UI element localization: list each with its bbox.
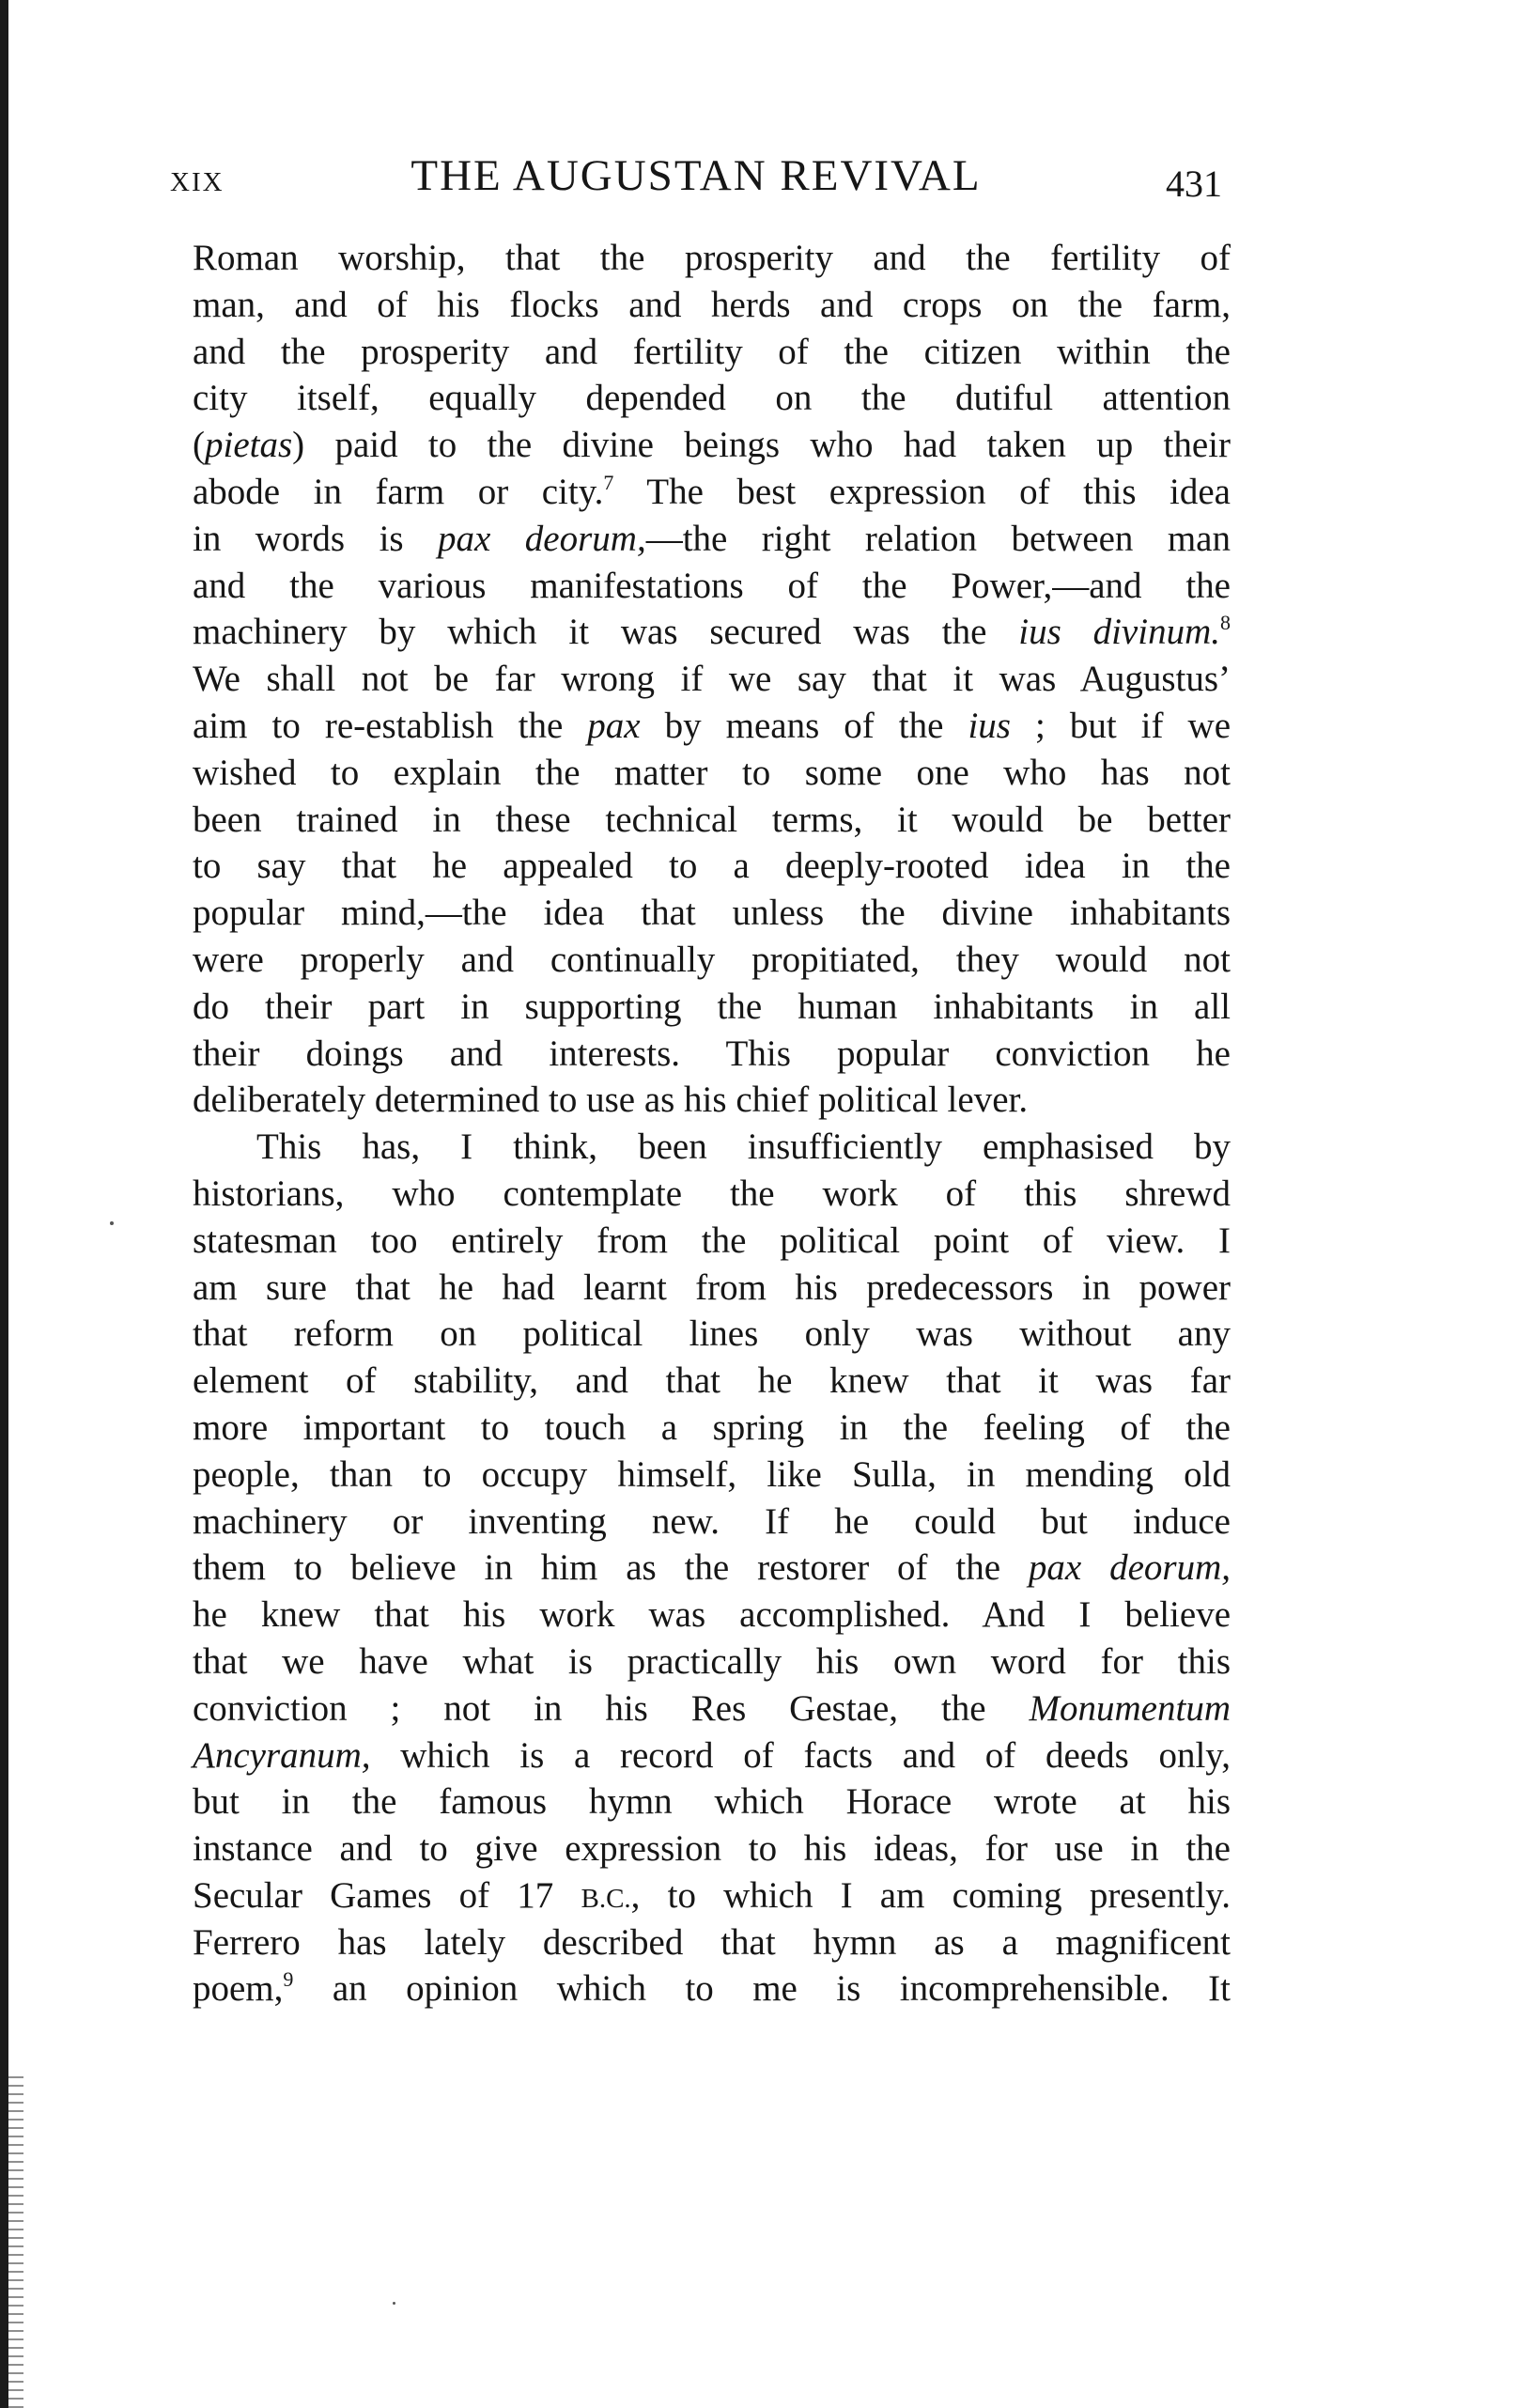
text-span: man, and of his flocks and herds and crops on the farm, <box>193 284 1231 325</box>
text-line <box>193 656 1231 703</box>
text-span: that we have what is practically his own word for this <box>193 1640 1231 1682</box>
text-line <box>193 937 1231 984</box>
ink-speck <box>393 2302 395 2305</box>
ink-speck <box>110 1221 114 1225</box>
text-span: B.C. <box>581 1883 631 1914</box>
footnote-ref[interactable]: 7 <box>603 470 614 494</box>
text-line <box>193 797 1231 844</box>
text-span: machinery by which it was secured was the <box>193 612 1019 653</box>
footnote-ref[interactable]: 9 <box>283 1967 294 1992</box>
page-number: 431 <box>1166 163 1222 205</box>
text-line <box>193 1872 1231 1919</box>
text-line <box>193 282 1231 329</box>
text-span: an opinion which to me is incomprehensible. It <box>293 1968 1231 2010</box>
text-span: were properly and continually propitiated, they would not <box>193 939 1231 980</box>
text-span: , to which I am coming presently. <box>630 1874 1231 1916</box>
text-span: We shall not be far wrong if we say that it was Augustus’ <box>193 659 1231 700</box>
text-span: to say that he appealed to a deeply-rooted idea in the <box>193 846 1231 887</box>
running-title: THE AUGUSTAN REVIVAL <box>410 151 982 200</box>
text-line <box>193 1499 1231 1546</box>
text-line <box>193 1545 1231 1592</box>
text-line <box>193 843 1231 890</box>
text-line <box>193 750 1231 797</box>
text-line <box>193 609 1231 656</box>
text-span: poem, <box>193 1968 284 2010</box>
italic-term: ius <box>968 705 1011 746</box>
text-line <box>193 1311 1231 1358</box>
text-line <box>193 1452 1231 1499</box>
italic-term: ius divinum. <box>1018 612 1220 653</box>
text-line <box>193 1265 1231 1312</box>
text-span: conviction ; not in his Res Gestae, the <box>193 1687 1030 1729</box>
binding-stitching <box>8 2076 23 2408</box>
text-span: that reform on political lines only was without any <box>193 1313 1231 1355</box>
text-span: but in the famous hymn which Horace wrote at his <box>193 1781 1231 1823</box>
text-line <box>193 422 1231 469</box>
text-span: statesman too entirely from the political point of view. I <box>193 1220 1231 1261</box>
italic-term: pax deorum, <box>438 518 646 559</box>
text-span: instance and to give expression to his ideas, for use in the <box>193 1828 1231 1870</box>
text-span: he knew that his work was accomplished. And I believe <box>193 1594 1231 1636</box>
italic-term: pax deorum, <box>1028 1547 1231 1589</box>
text-span: their doings and interests. This popular conviction he <box>193 1033 1231 1074</box>
text-line <box>193 1592 1231 1639</box>
text-span: ; but if we <box>1010 705 1231 746</box>
text-span: am sure that he had learnt from his predecessors in power <box>193 1266 1231 1308</box>
text-line <box>193 1124 1231 1171</box>
page-binding-edge <box>0 0 8 2408</box>
text-line <box>193 1031 1231 1078</box>
text-span: machinery or inventing new. If he could but induce <box>193 1500 1231 1542</box>
text-span: Ferrero has lately described that hymn as a magnificent <box>193 1921 1231 1963</box>
text-line <box>193 1639 1231 1686</box>
text-line <box>193 516 1231 563</box>
text-span: deliberately determined to use as his chief political lever. <box>193 1080 1029 1121</box>
text-span: historians, who contemplate the work of this shrewd <box>193 1173 1231 1214</box>
text-span: people, than to occupy himself, like Sulla, in mending old <box>193 1453 1231 1495</box>
text-span: which is a record of facts and of deeds only, <box>370 1734 1231 1776</box>
text-line <box>193 1405 1231 1452</box>
text-line <box>193 1965 1231 2012</box>
text-line <box>193 469 1231 516</box>
text-span: ( <box>193 425 205 466</box>
text-span: popular mind,—the idea that unless the divine inhabitants <box>193 893 1231 934</box>
text-line <box>193 984 1231 1031</box>
text-line <box>193 1686 1231 1732</box>
text-span: and the prosperity and fertility of the citizen within the <box>193 331 1231 372</box>
text-line <box>193 890 1231 937</box>
text-span: and the various manifestations of the Power,—and the <box>193 565 1231 606</box>
text-span: them to believe in him as the restorer of the <box>193 1547 1029 1589</box>
text-span: do their part in supporting the human inhabitants in all <box>193 986 1231 1027</box>
text-line <box>193 1077 1231 1124</box>
text-line <box>193 1218 1231 1265</box>
text-span: city itself, equally depended on the dutiful attention <box>193 378 1231 419</box>
footnote-ref[interactable]: 8 <box>1220 611 1231 635</box>
text-line <box>193 1358 1231 1405</box>
text-span: by means of the <box>640 705 968 746</box>
text-line <box>193 329 1231 376</box>
text-span: in words is <box>193 518 439 559</box>
text-line <box>193 1919 1231 1966</box>
text-span: —the right relation between man <box>645 518 1231 559</box>
text-span: ) paid to the divine beings who had taken up their <box>292 425 1231 466</box>
text-line <box>193 375 1231 422</box>
text-line <box>193 563 1231 610</box>
body-text <box>193 235 1231 2012</box>
text-line <box>193 235 1231 282</box>
text-span: The best expression of this idea <box>613 471 1231 512</box>
italic-term: pax <box>587 705 641 746</box>
text-span: Roman worship, that the prosperity and the fertility of <box>193 238 1231 278</box>
text-span: wished to explain the matter to some one who has not <box>193 752 1231 793</box>
text-line <box>193 1732 1231 1779</box>
text-line <box>193 1825 1231 1872</box>
text-span: Secular Games of 17 <box>193 1874 581 1916</box>
text-line <box>193 1171 1231 1218</box>
chapter-number: XIX <box>170 167 225 197</box>
text-span: element of stability, and that he knew that it was far <box>193 1360 1231 1402</box>
italic-term: Monumentum <box>1029 1687 1231 1729</box>
italic-term: pietas <box>205 425 293 466</box>
text-span: abode in farm or city. <box>193 471 604 512</box>
text-span: aim to re-establish the <box>193 705 588 746</box>
text-span: This has, I think, been insufficiently emphasised by <box>256 1126 1231 1168</box>
text-line <box>193 703 1231 750</box>
text-span: been trained in these technical terms, it would be better <box>193 799 1231 840</box>
text-line <box>193 1779 1231 1825</box>
text-span: more important to touch a spring in the feeling of the <box>193 1406 1231 1448</box>
running-header <box>170 150 1222 225</box>
italic-term: Ancyranum, <box>193 1734 371 1776</box>
